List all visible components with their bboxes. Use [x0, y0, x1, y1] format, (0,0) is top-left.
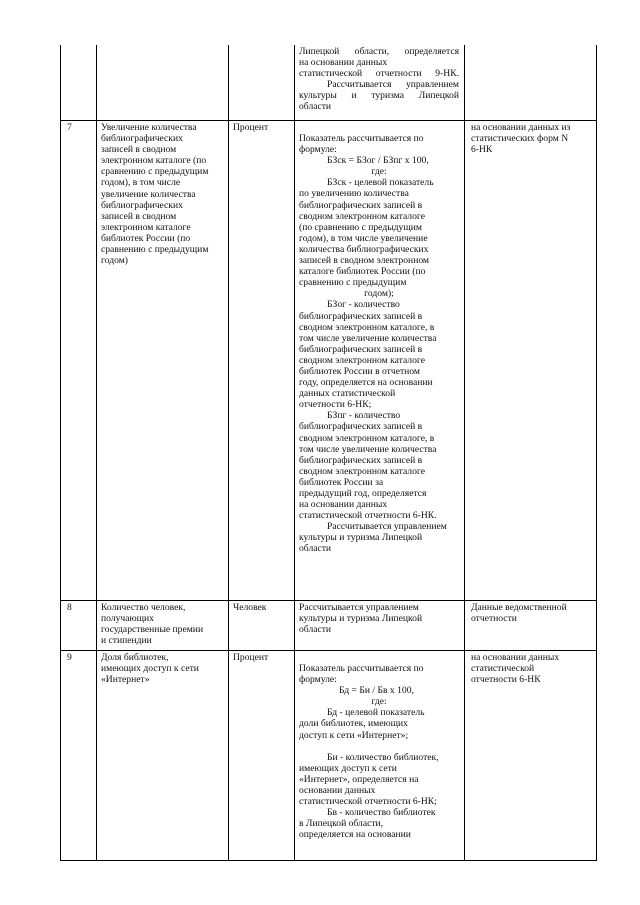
- formula-line: предыдущий год, определяется: [299, 488, 427, 499]
- formula-line: статистической отчетности 6-НК;: [299, 796, 437, 808]
- indicator-line: электронном каталоге: [101, 221, 191, 233]
- formula-line: [299, 133, 459, 144]
- formula-line: доли библиотек, имеющих: [299, 718, 408, 730]
- unit-cell: Человек: [233, 602, 267, 613]
- indicator-line: библиографических: [101, 199, 183, 211]
- source-line: статистических форм N: [471, 133, 569, 145]
- formula-line: Бд = Би / Бв х 100,: [339, 685, 414, 697]
- source-line: на основании данных из: [471, 122, 571, 133]
- formula-line: библиографических записей в: [299, 310, 423, 322]
- formula-cell: [299, 602, 459, 635]
- formula-line: Би - количество библиотек,: [327, 751, 439, 763]
- formula-line: формуле:: [299, 144, 337, 156]
- formula-line: на основании данных: [299, 499, 388, 511]
- formula-line: отчетности 6-НК;: [299, 399, 372, 411]
- formula-line: сводном электронном каталоге, в: [299, 432, 435, 444]
- formula-line: сводном электронном каталоге: [299, 465, 425, 477]
- formula-line: сводном электронном каталоге: [299, 354, 425, 366]
- formula-line: области: [299, 624, 332, 636]
- source-line: отчетности: [471, 613, 517, 625]
- formula-blank-line: [299, 741, 459, 752]
- formula-line: доступ к сети «Интернет»;: [299, 729, 409, 741]
- indicator-line: Количество человек,: [101, 602, 186, 613]
- formula-line: области: [299, 101, 332, 113]
- formula-line: где:: [371, 696, 387, 708]
- formula-line-text: Показатель рассчитывается по: [299, 663, 424, 674]
- formula-cell: [299, 663, 459, 840]
- formula-line: библиографических записей в: [299, 343, 423, 355]
- source-cell: [471, 602, 593, 624]
- formula-line: области: [299, 543, 332, 555]
- formula-line: году, определяется на основании: [299, 377, 433, 389]
- indicator-line: и стипендии: [101, 635, 152, 647]
- indicator-line: имеющих доступ к сети: [101, 663, 199, 675]
- formula-line: БЗск - целевой показатель: [327, 177, 434, 189]
- table-border-right: [596, 45, 597, 861]
- indicator-cell: [101, 652, 226, 685]
- formula-line: культуры и туризма Липецкой: [299, 613, 423, 625]
- indicator-cell: [101, 122, 226, 266]
- unit-cell: Процент: [233, 122, 269, 133]
- formula-line: сводном электронном каталоге, в: [299, 321, 435, 333]
- table-column-divider: [464, 45, 465, 861]
- indicator-line: Доля библиотек,: [101, 652, 169, 663]
- table-border-left: [60, 45, 61, 861]
- formula-line: библиографических записей в: [299, 421, 423, 433]
- formula-line: годом);: [364, 288, 394, 300]
- table-column-divider: [294, 45, 295, 861]
- formula-line: том числе увеличение количества: [299, 443, 437, 455]
- indicator-line: записей в сводном: [101, 210, 177, 222]
- source-cell: [471, 652, 593, 685]
- formula-line: «Интернет», определяется на: [299, 773, 419, 785]
- formula-line: в Липецкой области,: [299, 818, 384, 830]
- formula-line: библиотек России за: [299, 476, 384, 488]
- indicator-cell: [101, 602, 226, 646]
- formula-line: годом), в том числе увеличение: [299, 232, 428, 244]
- indicator-line: сравнению с предыдущим: [101, 244, 209, 256]
- indicator-line: «Интернет»: [101, 674, 150, 686]
- indicator-line: сравнению с предыдущим: [101, 166, 209, 178]
- table-row-divider: [60, 650, 597, 651]
- formula-line: записей в сводном электронном: [299, 255, 430, 267]
- indicator-line: увеличение количества: [101, 188, 196, 200]
- formula-line: Рассчитывается управлением: [299, 602, 419, 613]
- table-column-divider: [228, 45, 229, 861]
- formula-line: БЗог - количество: [327, 299, 400, 311]
- formula-line: (по сравнению с предыдущим: [299, 221, 422, 233]
- formula-line: Рассчитывается управлением: [327, 79, 459, 91]
- row-number: 9: [67, 652, 72, 663]
- unit-cell: Процент: [233, 652, 269, 663]
- formula-line: том числе увеличение количества: [299, 332, 437, 344]
- indicator-line: годом): [101, 255, 128, 267]
- source-line: 6-НК: [471, 144, 493, 156]
- formula-line: БЗпг - количество: [327, 410, 401, 422]
- formula-line: статистической отчетности 6-НК.: [299, 510, 437, 522]
- indicator-line: записей в сводном: [101, 144, 177, 156]
- formula-line-text: на основании данных: [299, 57, 388, 69]
- formula-line: статистической отчетности 9-НК.: [299, 68, 459, 80]
- indicator-line: библиографических: [101, 133, 183, 145]
- table-border-bottom: [60, 860, 597, 861]
- formula-line: библиографических записей в: [299, 199, 423, 211]
- formula-line: сводном электронном каталоге: [299, 210, 425, 222]
- formula-line: БЗск = БЗог / БЗпг х 100,: [327, 155, 429, 167]
- formula-line: библиотек России в отчетном: [299, 365, 420, 377]
- table-row-divider: [60, 120, 597, 121]
- indicator-line: годом), в том числе: [101, 177, 181, 189]
- formula-line: [299, 663, 459, 674]
- formula-line: Бв - количество библиотек: [327, 807, 436, 819]
- formula-line: определяется на основании: [299, 829, 411, 841]
- formula-line: основании данных: [299, 784, 376, 796]
- formula-line: культуры и туризма Липецкой: [299, 532, 423, 544]
- formula-line: Бд - целевой показатель: [327, 707, 425, 719]
- formula-line: [299, 57, 459, 68]
- formula-line: культуры и туризма Липецкой: [299, 90, 459, 102]
- indicator-line: библиотек России (по: [101, 232, 191, 244]
- table-row-divider: [60, 600, 597, 601]
- formula-line: Липецкой области, определяется: [299, 46, 459, 57]
- formula-line-text: Показатель рассчитывается по: [299, 133, 424, 144]
- indicator-line: электронном каталоге (по: [101, 155, 207, 167]
- formula-line: библиографических записей в: [299, 454, 423, 466]
- continued-formula-cell: [299, 46, 459, 113]
- formula-line: Рассчитывается управлением: [327, 521, 447, 533]
- formula-line: формуле:: [299, 674, 337, 686]
- indicator-line: государственные премии: [101, 624, 204, 636]
- formula-line: сравнению с предыдущим: [299, 277, 407, 289]
- formula-line: данных статистической: [299, 388, 396, 400]
- source-line: Данные ведомственной: [471, 602, 567, 613]
- row-number: 8: [67, 602, 72, 613]
- row-number: 7: [67, 122, 72, 133]
- formula-line: где:: [371, 166, 387, 178]
- indicator-line: Увеличение количества: [101, 122, 197, 133]
- formula-line: каталоге библиотек России (по: [299, 266, 426, 278]
- source-line: статистической: [471, 663, 535, 675]
- formula-line: имеющих доступ к сети: [299, 762, 397, 774]
- formula-line: по увеличению количества: [299, 188, 409, 200]
- formula-cell: [299, 133, 459, 555]
- source-cell: [471, 122, 593, 155]
- formula-line: количества библиографических: [299, 243, 429, 255]
- indicator-line: получающих: [101, 613, 154, 625]
- source-line: на основании данных: [471, 652, 560, 663]
- source-line: отчетности 6-НК: [471, 674, 541, 686]
- table-column-divider: [96, 45, 97, 861]
